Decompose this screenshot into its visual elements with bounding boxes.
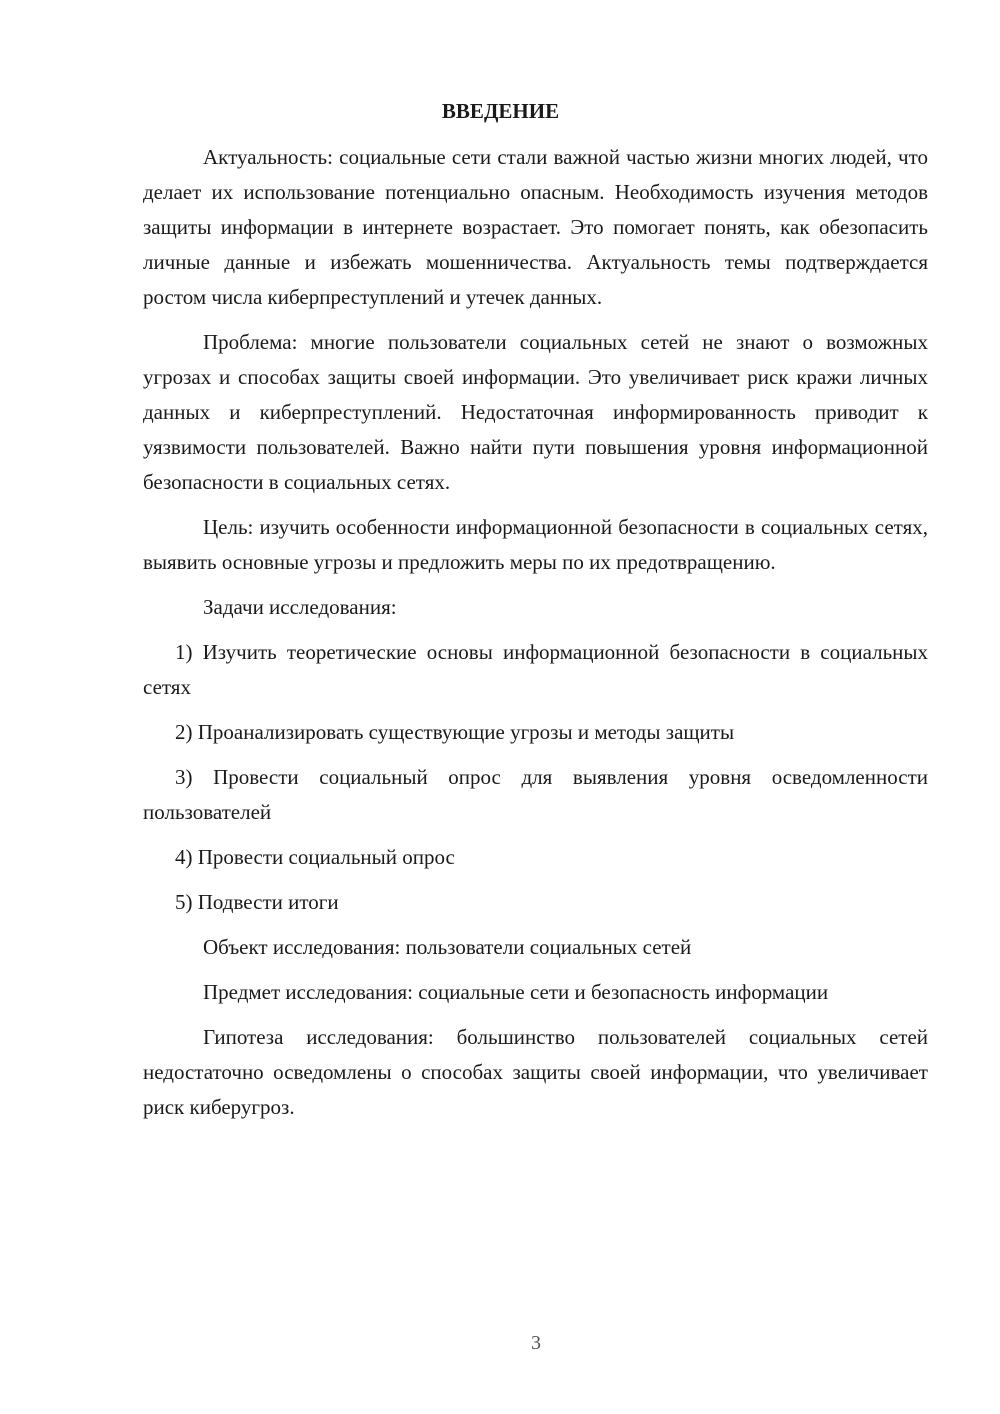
paragraph-object: Объект исследования: пользователи социальных сетей (203, 935, 692, 959)
paragraph-subject: Предмет исследования: социальные сети и безопасность информации (203, 980, 829, 1004)
page-number: 3 (531, 1332, 541, 1354)
paragraph-problem: Проблема: многие пользователи социальных сетей не знают о возможных угрозах и способах защиты своей информации. Это увеличивает риск кражи личных данных и киберпреступлений. Недостаточная информированность приводит к уязвимости пользователей. Важно найти пути повышения уровня информационной безопасности в социальных сетях. (143, 330, 928, 494)
task-item-2: 2) Проанализировать существующие угрозы и методы защиты (175, 720, 735, 744)
task-item-4: 4) Провести социальный опрос (175, 845, 455, 869)
paragraph-hypothesis: Гипотеза исследования: большинство пользователей социальных сетей недостаточно осведомлены о способах защиты своей информации, что увеличивает риск киберугроз. (143, 1025, 928, 1119)
paragraph-goal: Цель: изучить особенности информационной безопасности в социальных сетях, выявить основные угрозы и предложить меры по их предотвращению. (143, 515, 928, 574)
task-item-1: 1) Изучить теоретические основы информационной безопасности в социальных сетях (143, 640, 928, 699)
paragraph-relevance: Актуальность: социальные сети стали важной частью жизни многих людей, что делает их использование потенциально опасным. Необходимость изучения методов защиты информации в интернете возрастает. Это помогает понять, как обезопасить личные данные и избежать мошенничества. Актуальность темы подтверждается ростом числа киберпреступлений и утечек данных. (143, 145, 928, 309)
task-item-5: 5) Подвести итоги (175, 890, 339, 914)
task-item-3: 3) Провести социальный опрос для выявления уровня осведомленности пользователей (143, 765, 928, 824)
tasks-title: Задачи исследования: (203, 595, 397, 619)
page-content (143, 96, 928, 1135)
section-heading: ВВЕДЕНИЕ (441, 99, 560, 123)
